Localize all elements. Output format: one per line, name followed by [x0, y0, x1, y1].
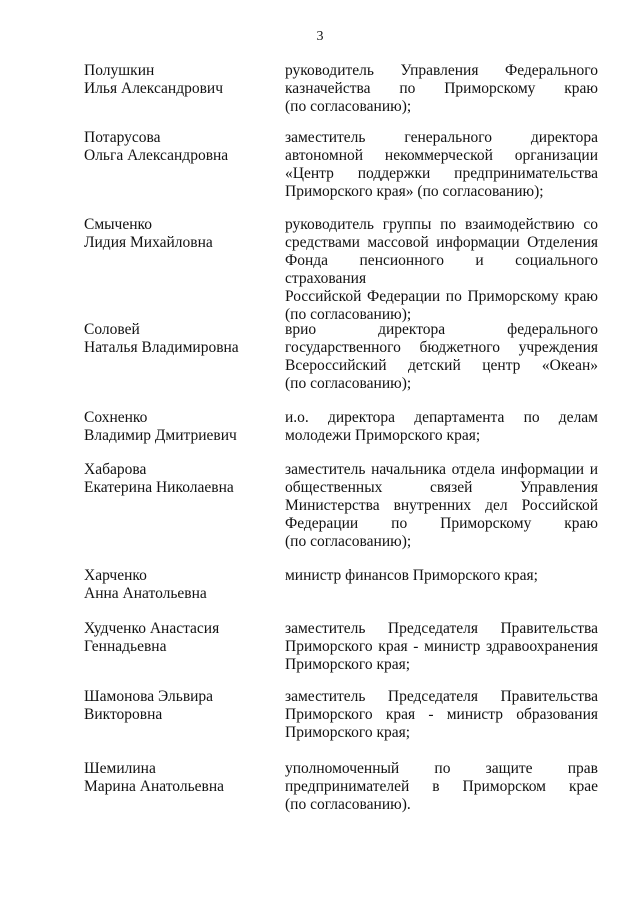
role-line: автономной некоммерческой организации — [285, 147, 598, 164]
person-role — [285, 688, 598, 742]
role-line: «Центр поддержки предпринимательства — [285, 165, 598, 182]
surname: Шамонова Эльвира — [84, 688, 214, 705]
given-names: Владимир Дмитриевич — [84, 427, 237, 444]
surname: Потарусова — [84, 129, 161, 146]
surname: Худченко Анастасия — [84, 620, 220, 637]
surname: Харченко — [84, 567, 147, 584]
person-name — [84, 321, 274, 357]
role-line: заместитель генерального директора — [285, 129, 598, 146]
surname: Соловей — [84, 321, 140, 338]
person-role — [285, 461, 598, 551]
given-names: Викторовна — [84, 706, 163, 723]
role-line: (по согласованию). — [285, 796, 411, 813]
person-name — [84, 461, 274, 497]
surname: Хабарова — [84, 461, 147, 478]
role-line: молодежи Приморского края; — [285, 427, 481, 444]
role-line: (по согласованию); — [285, 375, 412, 392]
person-name — [84, 567, 274, 603]
role-line: Приморского края; — [285, 656, 411, 673]
person-role — [285, 216, 598, 324]
given-names: Анна Анатольевна — [84, 585, 207, 602]
role-line: Всероссийский детский центр «Океан» — [285, 357, 598, 374]
person-name — [84, 620, 274, 656]
person-role — [285, 129, 598, 201]
role-line: Приморского края» (по согласованию); — [285, 183, 544, 200]
person-name — [84, 216, 274, 252]
role-line: (по согласованию); — [285, 306, 412, 323]
role-line: заместитель Председателя Правительства — [285, 620, 598, 637]
given-names: Марина Анатольевна — [84, 778, 225, 795]
given-names: Наталья Владимировна — [84, 339, 239, 356]
role-line: Приморского края; — [285, 724, 411, 741]
role-line: заместитель Председателя Правительства — [285, 688, 598, 705]
person-name — [84, 62, 274, 98]
surname: Полушкин — [84, 62, 155, 79]
person-role — [285, 620, 598, 674]
role-line: министр финансов Приморского края; — [285, 567, 538, 584]
role-line: заместитель начальника отдела информации и — [285, 461, 598, 478]
role-line: средствами массовой информации Отделения — [285, 234, 598, 251]
person-role — [285, 409, 598, 445]
person-role — [285, 567, 598, 585]
role-line: государственного бюджетного учреждения — [285, 339, 598, 356]
surname: Сохненко — [84, 409, 148, 426]
role-line: Фонда пенсионного и социального страхования — [285, 252, 598, 287]
role-line: (по согласованию); — [285, 98, 412, 115]
given-names: Илья Александрович — [84, 80, 223, 97]
role-line: (по согласованию); — [285, 533, 412, 550]
person-role — [285, 760, 598, 814]
given-names: Лидия Михайловна — [84, 234, 213, 251]
role-line: Министерства внутренних дел Российской — [285, 497, 598, 514]
role-line: казначейства по Приморскому краю — [285, 80, 598, 97]
given-names: Ольга Александровна — [84, 147, 229, 164]
role-line: предпринимателей в Приморском крае — [285, 778, 598, 795]
role-line: Приморского края - министр здравоохранения — [285, 638, 598, 655]
role-line: и.о. директора департамента по делам — [285, 409, 598, 426]
role-line: Российской Федерации по Приморскому краю — [285, 288, 598, 305]
surname: Смыченко — [84, 216, 153, 233]
page-number: 3 — [316, 29, 324, 44]
role-line: общественных связей Управления — [285, 479, 598, 496]
person-role — [285, 321, 598, 393]
surname: Шемилина — [84, 760, 156, 777]
role-line: врио директора федерального — [285, 321, 598, 338]
role-line: Федерации по Приморскому краю — [285, 515, 598, 532]
person-name — [84, 409, 274, 445]
given-names: Екатерина Николаевна — [84, 479, 234, 496]
person-name — [84, 129, 274, 165]
role-line: руководитель Управления Федерального — [285, 62, 598, 79]
role-line: руководитель группы по взаимодействию со — [285, 216, 598, 233]
person-name — [84, 688, 274, 724]
role-line: уполномоченный по защите прав — [285, 760, 598, 777]
person-name — [84, 760, 274, 796]
person-role — [285, 62, 598, 116]
role-line: Приморского края - министр образования — [285, 706, 598, 723]
given-names: Геннадьевна — [84, 638, 167, 655]
